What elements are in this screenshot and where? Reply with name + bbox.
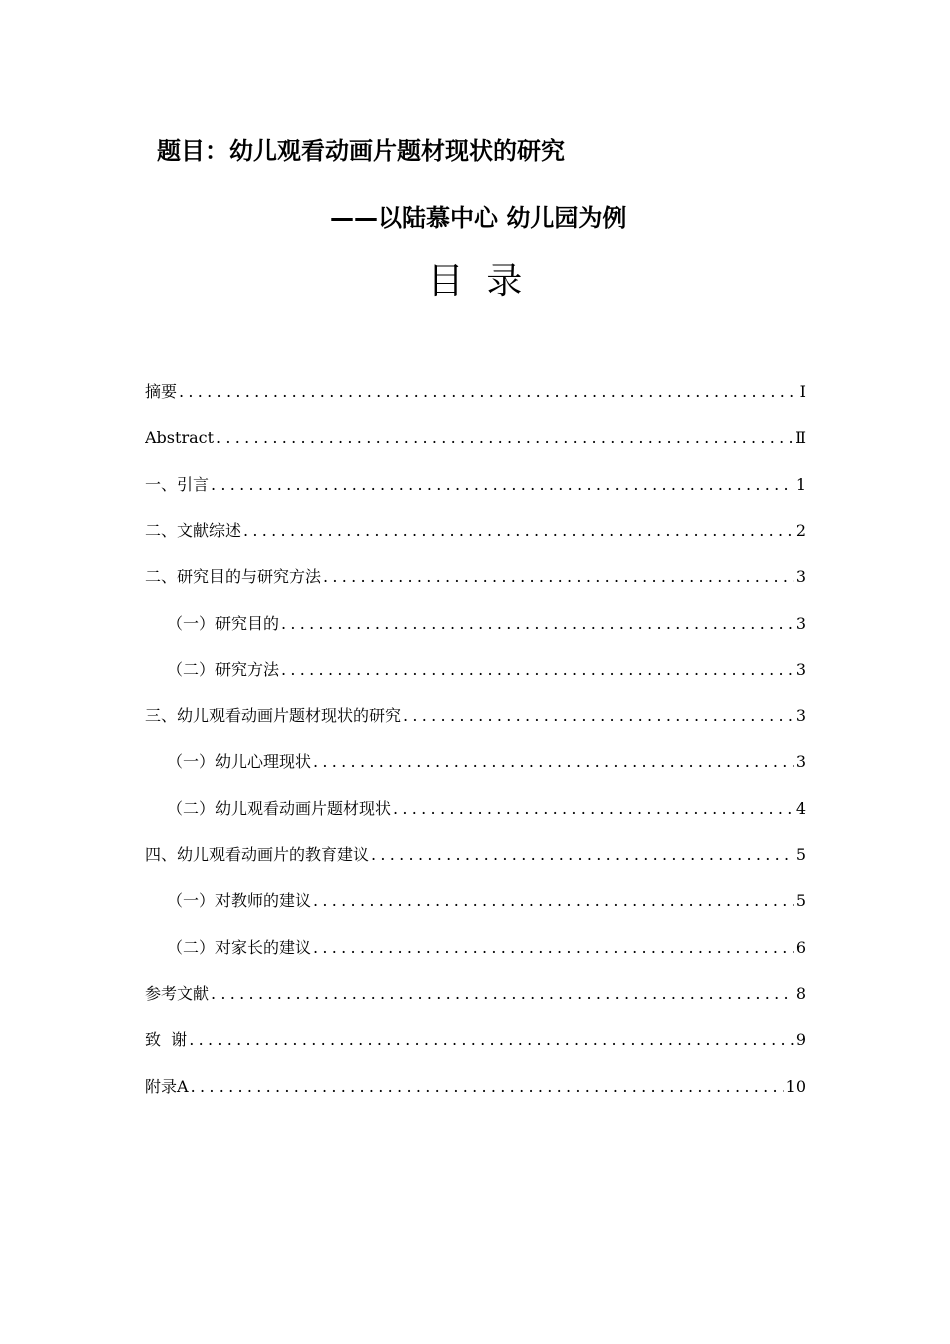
toc-entry[interactable] <box>145 1029 806 1051</box>
toc-entry-page: 3 <box>795 567 806 587</box>
toc-entry-page: 3 <box>795 752 806 772</box>
toc-entry-page: 5 <box>795 891 806 911</box>
toc-entry-page: 10 <box>785 1076 806 1096</box>
toc-entry[interactable] <box>145 566 806 588</box>
toc-entry-page: 3 <box>795 659 806 679</box>
toc-entry-label: 三、幼儿观看动画片题材现状的研究 <box>145 706 402 726</box>
toc-dot-leader <box>211 474 794 496</box>
toc-entry-label: 摘要 <box>145 382 178 401</box>
toc-entry[interactable] <box>145 844 806 866</box>
toc-entry[interactable] <box>167 890 806 912</box>
toc-entry-label: 附录A <box>145 1076 189 1096</box>
toc-entry[interactable] <box>167 937 806 959</box>
toc-heading-text: 目 录 <box>427 261 523 302</box>
toc-dot-leader <box>313 751 794 773</box>
toc-entry-page: 9 <box>795 1030 806 1050</box>
toc-entry-page: 6 <box>795 937 806 957</box>
document-title: 题目：幼儿观看动画片题材现状的研究 <box>157 137 565 165</box>
toc-dot-leader <box>243 520 794 542</box>
toc-entry[interactable] <box>145 520 806 542</box>
toc-entry-label: （二）研究方法 <box>167 659 280 679</box>
toc-entry[interactable] <box>145 427 806 449</box>
toc-entry[interactable] <box>145 474 806 496</box>
toc-dot-leader <box>191 1076 784 1098</box>
toc-entry[interactable] <box>145 705 806 727</box>
toc-entry[interactable] <box>145 983 806 1005</box>
toc-entry-label: （二）对家长的建议 <box>167 937 312 957</box>
toc-entry[interactable] <box>167 659 806 681</box>
toc-dot-leader <box>403 705 794 727</box>
toc-entry[interactable] <box>145 1076 806 1098</box>
toc-entry-page: 8 <box>795 983 806 1003</box>
toc-entry[interactable] <box>167 613 806 635</box>
toc-dot-leader <box>393 798 794 820</box>
toc-entry-page: 3 <box>795 613 806 633</box>
toc-entry-label: 二、文献综述 <box>145 520 242 540</box>
toc-entry-label: （一）研究目的 <box>167 613 280 633</box>
document-subtitle: ——以陆慕中心 幼儿园为例 <box>330 204 627 232</box>
toc-entry-label: 一、引言 <box>145 474 210 494</box>
toc-dot-leader <box>179 381 798 403</box>
toc-entry-label: Abstract <box>145 428 215 448</box>
toc-entry-page: Ⅰ <box>799 382 806 401</box>
toc-entry[interactable] <box>167 798 806 820</box>
toc-entry[interactable] <box>145 381 806 403</box>
toc-entry-label: （一）对教师的建议 <box>167 891 312 911</box>
toc-entry-label: 参考文献 <box>145 983 210 1003</box>
toc-heading <box>0 258 950 306</box>
toc-dot-leader <box>371 844 794 866</box>
toc-entry-label: 四、幼儿观看动画片的教育建议 <box>145 845 370 864</box>
toc-dot-leader <box>216 427 793 449</box>
toc-entry-page: 3 <box>795 706 806 726</box>
toc-dot-leader <box>313 890 794 912</box>
toc-dot-leader <box>189 1029 794 1051</box>
toc-entry-page: 1 <box>795 474 806 494</box>
toc-dot-leader <box>281 613 794 635</box>
toc-dot-leader <box>281 659 794 681</box>
toc-dot-leader <box>323 566 794 588</box>
toc-entry-page: Ⅱ <box>795 428 806 448</box>
toc-entry-label: （二）幼儿观看动画片题材现状 <box>167 798 392 818</box>
toc-entry-page: 5 <box>795 845 806 864</box>
toc-entry-page: 4 <box>795 798 806 818</box>
toc-entry-label: 二、研究目的与研究方法 <box>145 567 322 587</box>
toc-entry-page: 2 <box>795 520 806 540</box>
toc-entry-label: （一）幼儿心理现状 <box>167 752 312 772</box>
toc-dot-leader <box>211 983 794 1005</box>
toc-entry-label: 致 谢 <box>145 1030 188 1050</box>
toc-dot-leader <box>313 937 794 959</box>
toc-entry[interactable] <box>167 751 806 773</box>
